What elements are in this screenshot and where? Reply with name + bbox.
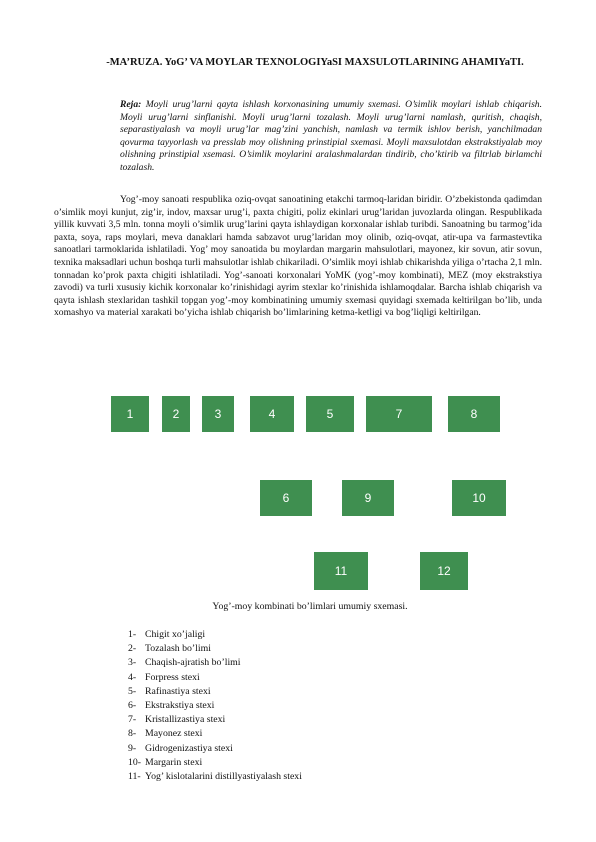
- legend-item-text: Forpress stexi: [145, 671, 200, 683]
- diagram-box-7: 7: [366, 396, 432, 432]
- legend-item: [128, 671, 302, 685]
- plan-text: Moyli urug’larni qayta ishlash korxonasining umumiy sxemasi. O’simlik moylari ishlab chiqarish. Moyli urug’larni sinflanishi. Moyli urug’larni tozalash. Moyli urug’larni namlash, quritish, chaqish, separastiyalash va moyli urug’lar mag’zini yanchish, namlash va termik ishlov berish, yanchilmadan qovurma tayyorlash va presslab moy olishning prinstipial sxemasi. Moyli maxsulotdan ekstrakstiyalab moy olishning prinstipial xsemasi. O’simlik moylarini aralashmalardan tindirib, cho’ktirib va filtrlab birlamchi tozalash.: [120, 99, 543, 173]
- legend-item: [128, 713, 302, 727]
- legend-item: [128, 656, 302, 670]
- legend-item-text: Gidrogenizastiya stexi: [145, 742, 233, 754]
- diagram-caption: Yog’-moy kombinati bo’limlari umumiy sxemasi.: [212, 601, 408, 612]
- legend-item-number: 9-: [128, 742, 137, 754]
- diagram-box-5: 5: [306, 396, 354, 432]
- diagram-legend: [128, 628, 302, 784]
- legend-item-number: 2-: [128, 643, 137, 655]
- diagram-box-8: 8: [448, 396, 500, 432]
- legend-item-text: Tozalash bo’limi: [145, 643, 211, 655]
- legend-item-number: 8-: [128, 728, 137, 740]
- legend-item-text: Margarin stexi: [145, 756, 203, 768]
- combine-scheme-diagram: [100, 386, 520, 596]
- legend-item-number: 5-: [128, 685, 137, 697]
- legend-item-number: 7-: [128, 714, 137, 726]
- legend-item-text: Ekstrakstiya stexi: [145, 700, 215, 712]
- diagram-box-9: 9: [342, 480, 394, 516]
- legend-item: [128, 727, 302, 741]
- lecture-title: -MA’RUZA. YoG’ VA MOYLAR TEXNOLOGIYaSI MAXSULOTLARINING AHAMIYaTI.: [106, 57, 524, 68]
- plan-label: Reja:: [120, 99, 142, 110]
- legend-item-number: 1-: [128, 629, 137, 640]
- legend-item: [128, 770, 302, 784]
- legend-item-text: Chaqish-ajratish bo’limi: [145, 657, 241, 669]
- legend-item-number: 10-: [128, 756, 142, 768]
- legend-item: [128, 742, 302, 756]
- diagram-box-3: 3: [202, 396, 234, 432]
- legend-item-number: 11-: [128, 771, 141, 783]
- legend-item-text: Mayonez stexi: [145, 728, 203, 740]
- legend-item-number: 4-: [128, 671, 137, 683]
- diagram-box-10: 10: [452, 480, 506, 516]
- diagram-box-11: 11: [314, 552, 368, 590]
- diagram-box-1: 1: [111, 396, 149, 432]
- diagram-box-4: 4: [250, 396, 294, 432]
- legend-item-number: 6-: [128, 700, 137, 712]
- diagram-box-2: 2: [162, 396, 190, 432]
- legend-item-text: Rafinastiya stexi: [145, 685, 211, 697]
- legend-item: [128, 685, 302, 699]
- legend-item-number: 3-: [128, 657, 137, 669]
- legend-item: [128, 628, 302, 642]
- diagram-box-6: 6: [260, 480, 312, 516]
- legend-item-text: Yog’ kislotalarini distillyastiyalash stexi: [145, 771, 302, 783]
- lecture-plan: [54, 99, 542, 175]
- legend-item-text: Chigit xo’jaligi: [145, 629, 206, 640]
- legend-item: [128, 642, 302, 656]
- legend-item-text: Kristallizastiya stexi: [145, 714, 226, 726]
- main-paragraph: Yog’-moy sanoati respublika oziq-ovqat sanoatining etakchi tarmoq-laridan biridir. O’zbekistonda qadimdan o’simlik moyi kunjut, zig’ir, indov, maxsar urug’i, paxta chigiti, poliz ekinlari urug’laridan juvozlarda olingan. Respublikada yillik kuvvati 3,5 mln. tonna moyli o’simlik urug’larini qayta ishlaydigan korxonalar ishlab turibdi. Sanoatning bu tarmog’ida paxta, soya, raps moylari, meva danaklari hamda sabzavot urug’laridan moy olinib, oziq-ovqat, atir-upa va farmastevtika sanoatlari tarmoklarida ishlatiladi. Yog’ moy sanoatida bu moylardan margarin mahsulotlari, mayonez, kir sovun, atir sovun, texnika maksadlari uchun boshqa turli mahsulotlar ishlab chikariladi. O’simlik moyi ishlab chikarishda yiliga o’rtacha 2,1 mln. tonnadan ko’prok paxta chigiti ishlatiladi. Yog’-sanoati korxonalari YoMK (yog’-moy kombinati), MEZ (moy ekstrakstiya zavodi) va turli xususiy kichik korxonalar ko’rinishidagi ayrim stexlar ko’rinishida ishlamoqdalar. Barcha ishlab chiqarish va qayta ishlash stexlaridan tashkil topgan yog’-moy kombinatining umumiy sxemasi quyidagi sxemada keltirilgan bo’lib, unda xomashyo va material xarakati bo’yicha ishlab chiqarish bo’limlarining ketma-ketligi va bog’liqligi keltirilgan.: [54, 194, 542, 319]
- diagram-box-12: 12: [420, 552, 468, 590]
- legend-item: [128, 699, 302, 713]
- legend-item: [128, 756, 302, 770]
